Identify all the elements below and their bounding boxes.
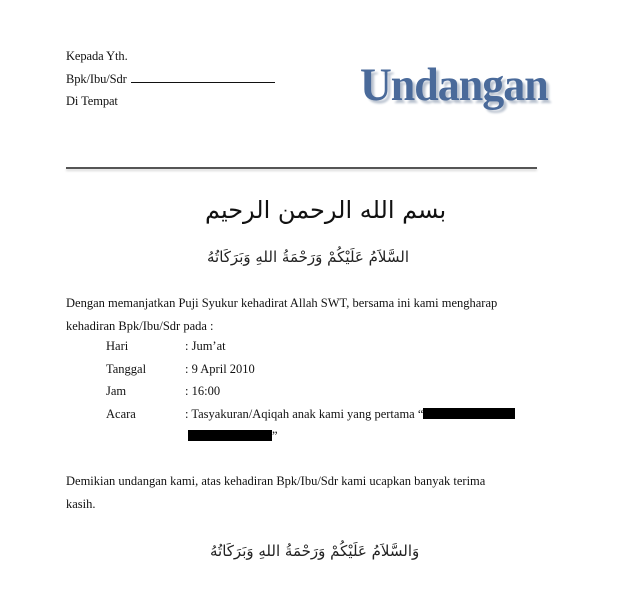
detail-value-tanggal: : 9 April 2010 (185, 362, 255, 376)
detail-label-tanggal: Tanggal (106, 362, 147, 376)
detail-label-hari: Hari (106, 339, 129, 353)
salam-opening: السَّلاَمُ عَلَيْكُمْ وَرَحْمَةُ اللهِ وَبَرَكَاتُهُ (207, 248, 409, 266)
header-divider (66, 167, 537, 169)
detail-value-jam: : 16:00 (185, 384, 221, 398)
recipient-line-name (66, 72, 275, 87)
acara-close-quote: ” (272, 429, 278, 443)
redacted-name-part-1 (423, 408, 515, 419)
acara-text: : Tasyakuran/Aqiqah anak kami yang pertama “ (185, 407, 424, 421)
detail-value-acara-cont (188, 429, 278, 444)
detail-label-acara: Acara (106, 407, 136, 421)
intro-line-1: Dengan memanjatkan Puji Syukur kehadirat Allah SWT, bersama ini kami mengharap (66, 296, 498, 310)
redacted-name-part-2 (188, 430, 272, 441)
recipient-line-kepada: Kepada Yth. (66, 49, 128, 63)
closing-line-2: kasih. (66, 497, 96, 511)
detail-value-acara (185, 407, 515, 422)
basmalah-calligraphy: بسم الله الرحمن الرحيم (205, 196, 447, 224)
detail-value-hari: : Jum’at (185, 339, 226, 353)
intro-line-2: kehadiran Bpk/Ibu/Sdr pada : (66, 319, 214, 333)
invitation-title: Undangan (360, 59, 548, 111)
recipient-line-tempat: Di Tempat (66, 94, 118, 108)
salam-closing: وَالسَّلاَمُ عَلَيْكُمْ وَرَحْمَةُ اللهِ وَبَرَكَاتُهُ (210, 542, 420, 560)
recipient-name-label: Bpk/Ibu/Sdr (66, 72, 127, 86)
recipient-name-blank (131, 72, 275, 83)
closing-line-1: Demikian undangan kami, atas kehadiran Bpk/Ibu/Sdr kami ucapkan banyak terima (66, 474, 486, 488)
detail-label-jam: Jam (106, 384, 127, 398)
